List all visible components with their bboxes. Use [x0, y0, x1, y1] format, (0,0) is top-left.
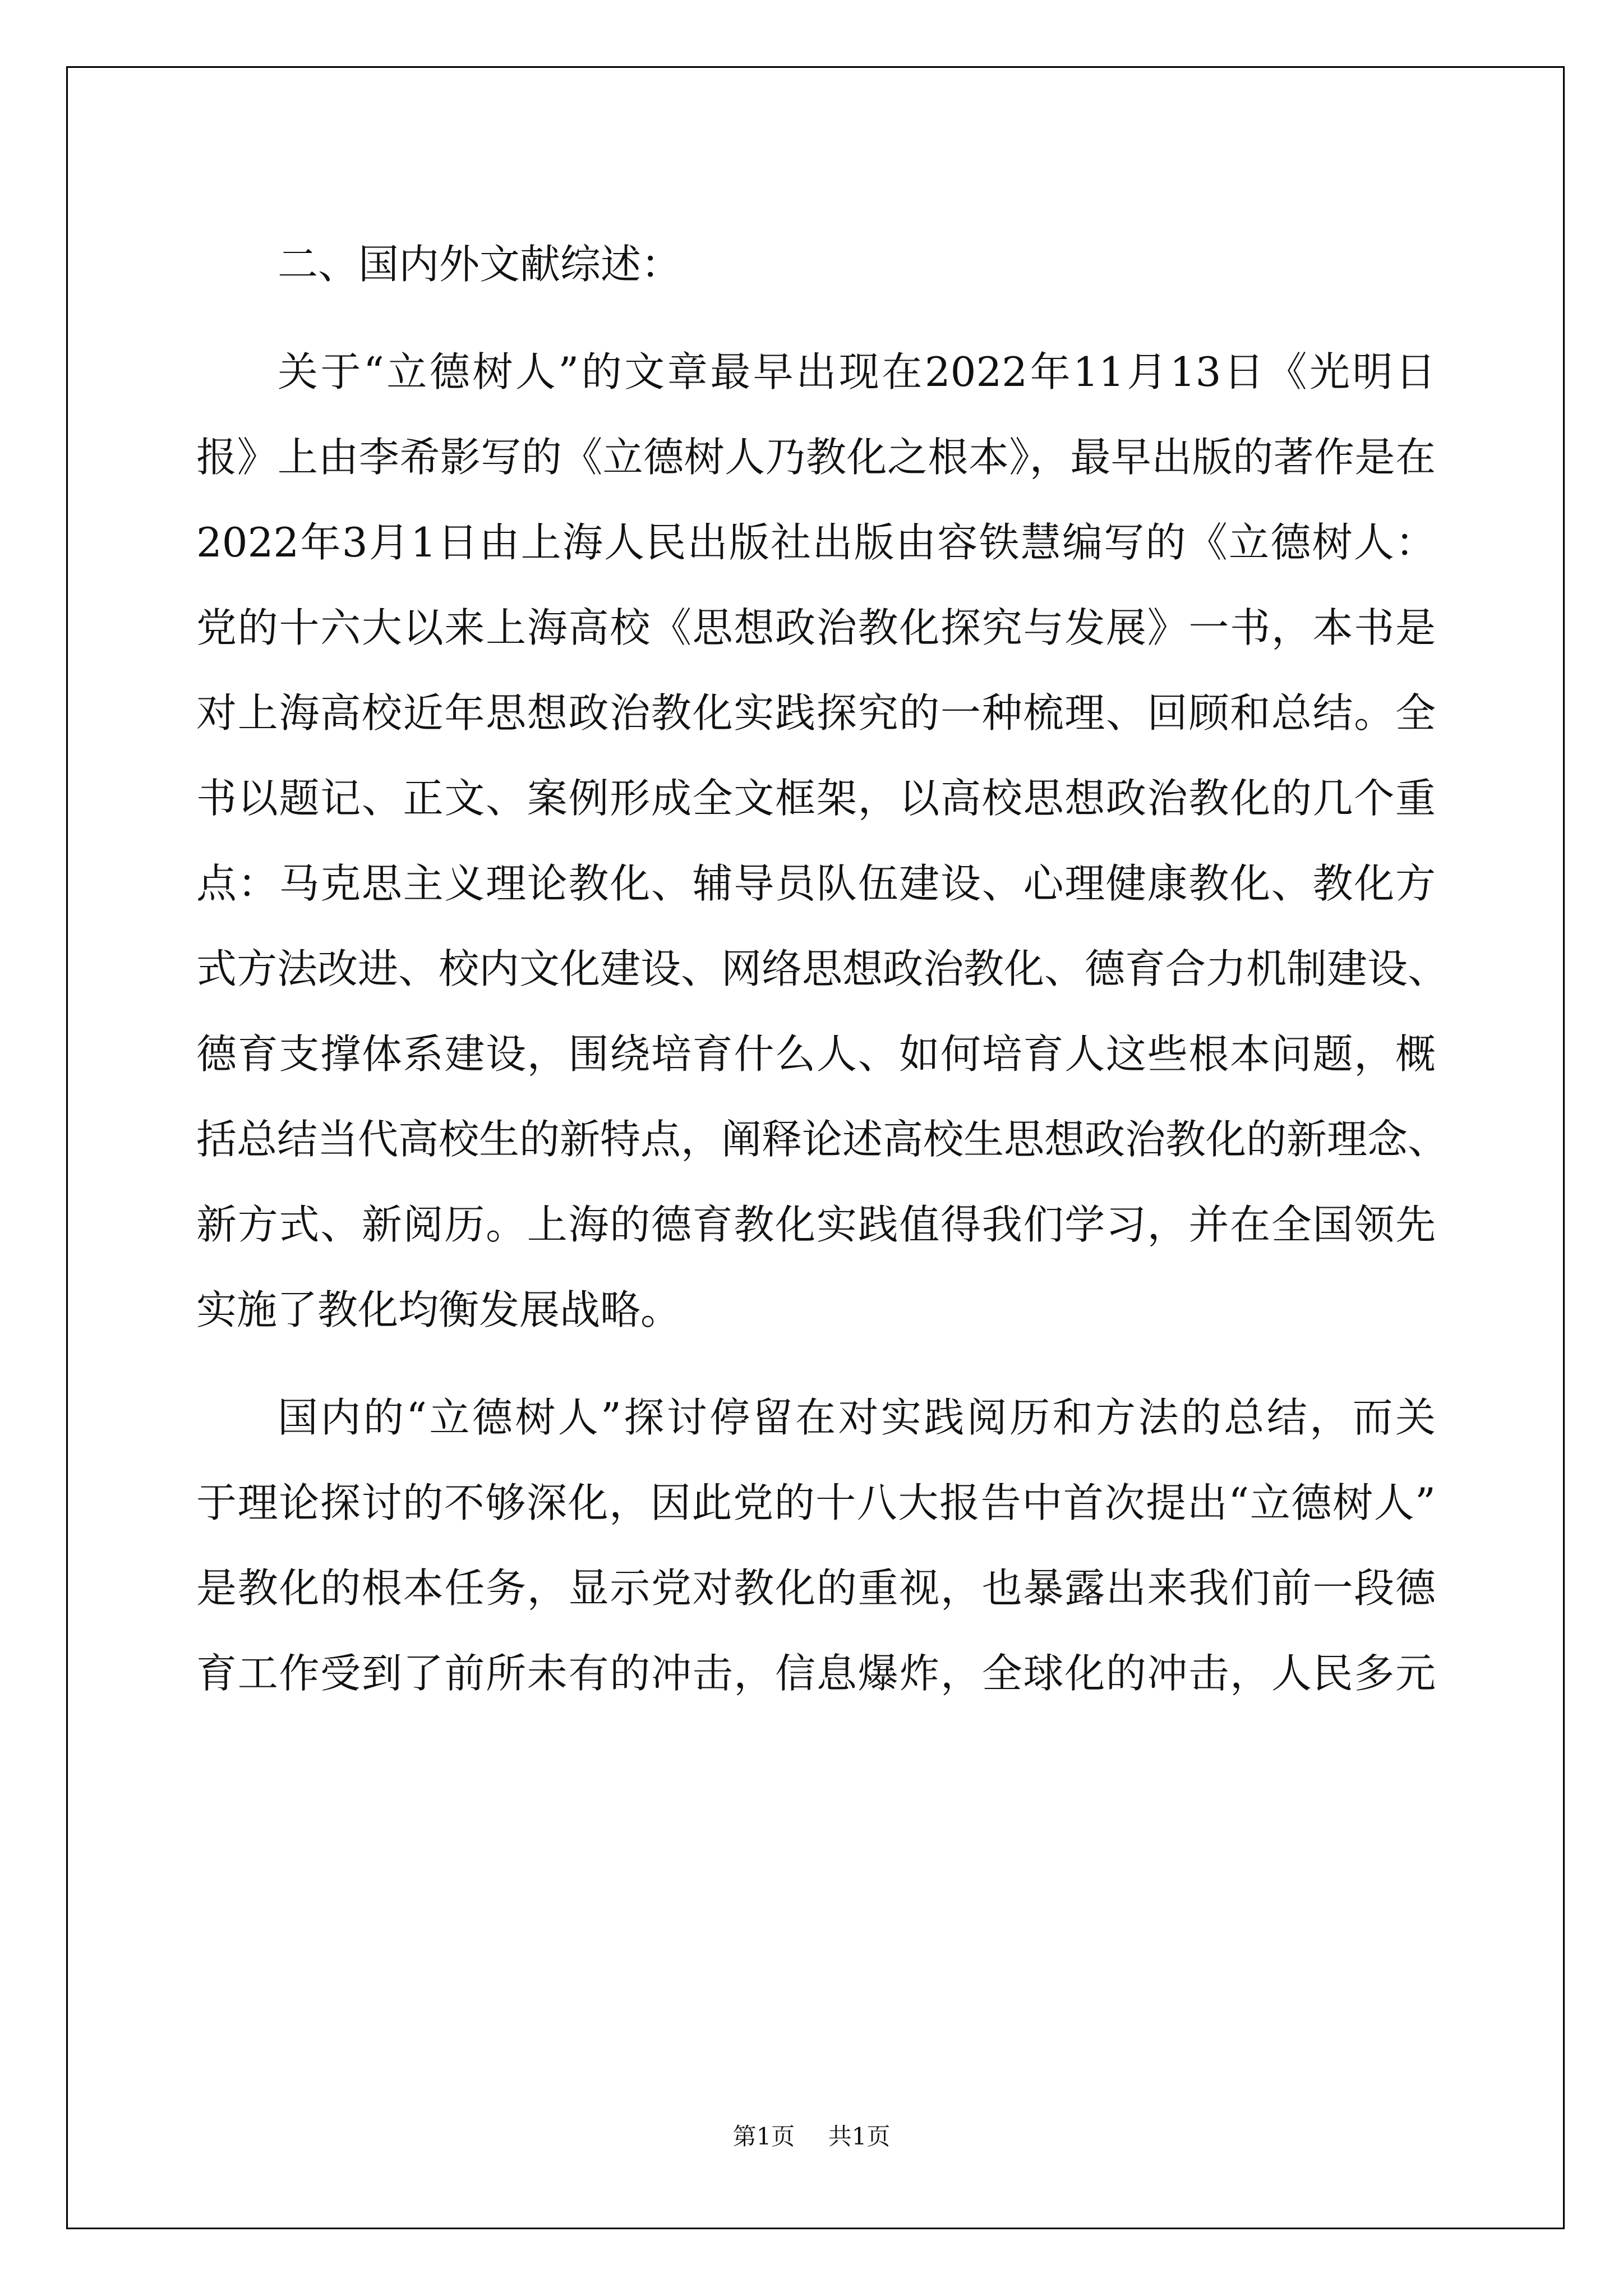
- paragraph-line: 式方法改进、校内文化建设、网络思想政治教化、德育合力机制建设、: [196, 945, 1449, 992]
- paragraph-line: 党的十六大以来上海高校《思想政治教化探究与发展》一书，本书是: [196, 604, 1436, 651]
- page-footer: [0, 2118, 1623, 2152]
- paragraph-line: 育工作受到了前所未有的冲击，信息爆炸，全球化的冲击，人民多元: [196, 1650, 1436, 1697]
- paragraph-line: 实施了教化均衡发展战略。: [196, 1286, 681, 1333]
- paragraph-line: 关于“立德树人”的文章最早出现在2022年11月13日《光明日: [278, 348, 1436, 395]
- paragraph-line: 是教化的根本任务，显示党对教化的重视，也暴露出来我们前一段德: [196, 1565, 1436, 1612]
- page-number-total: 共1页: [828, 2123, 891, 2150]
- paragraph-line: 于理论探讨的不够深化，因此党的十八大报告中首次提出“立德树人”: [196, 1479, 1436, 1526]
- paragraph-2: [196, 1375, 1436, 1716]
- page-number-current: 第1页: [732, 2123, 795, 2150]
- paragraph-line: 点：马克思主义理论教化、辅导员队伍建设、心理健康教化、教化方: [196, 860, 1436, 907]
- paragraph-line: 报》上由李希影写的《立德树人乃教化之根本》，最早出版的著作是在: [196, 434, 1436, 481]
- paragraph-line: 书以题记、正文、案例形成全文框架，以高校思想政治教化的几个重: [196, 775, 1436, 822]
- document-body: [196, 222, 1449, 1716]
- paragraph-line: 2022年3月1日由上海人民出版社出版由容铁慧编写的《立德树人：: [196, 519, 1436, 566]
- paragraph-line: 德育支撑体系建设，围绕培育什么人、如何培育人这些根本问题，概: [196, 1030, 1436, 1078]
- paragraph-1: [196, 329, 1449, 1352]
- paragraph-line: 国内的“立德树人”探讨停留在对实践阅历和方法的总结，而关: [278, 1394, 1436, 1441]
- paragraph-line: 对上海高校近年思想政治教化实践探究的一种梳理、回顾和总结。全: [196, 689, 1436, 737]
- section-heading: 二、国内外文献综述：: [278, 241, 682, 288]
- paragraph-line: 括总结当代高校生的新特点，阐释论述高校生思想政治教化的新理念、: [196, 1116, 1449, 1163]
- paragraph-line: 新方式、新阅历。上海的德育教化实践值得我们学习，并在全国领先: [196, 1201, 1436, 1248]
